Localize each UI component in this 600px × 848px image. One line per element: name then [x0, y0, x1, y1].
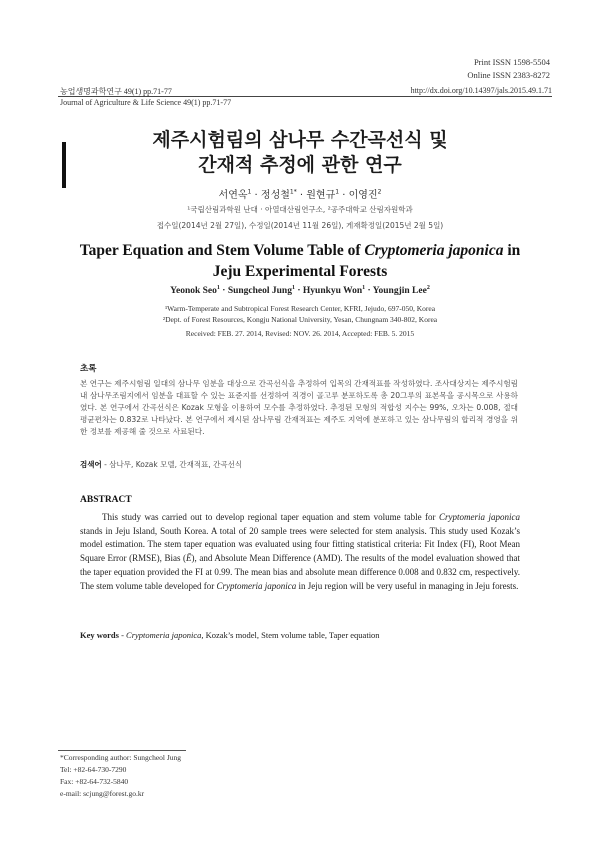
- author-name: 원현규: [306, 190, 336, 201]
- abstract-korean-text: 본 연구는 제주시험림 일대의 삼나무 임분을 대상으로 간곡선식을 추정하여 입목의 간재적표를 작성하였다. 조사대상지는 제주시험림 내 삼나무조림지에서 임분을 대표할 수 있는 표준지를 선정하여 직경이 골고루 분포하도록 총 20그루의 표본목을 공시목으로 사용하였다. 본 연구에서 간곡선식은 Kozak 모형을 이용하여 모수를 추정하였다. 추정된 모형의 적합성 지수는 99%, 오차는 0.008, 절대평균편차는 0.832로 나타났다. 본 연구에서 제시된 삼나무림 간재적표는 제주도 지역에 분포하고 있는 삼나무림의 합리적 경영을 위한 정보를 제공해 줄 것으로 사료된다.: [80, 379, 518, 436]
- footnote: [60, 752, 181, 800]
- abstract-english-heading: ABSTRACT: [80, 495, 132, 505]
- keywords-english-species: - Cryptomeria japonica,: [118, 630, 204, 640]
- footnote-corresponding: *Corresponding author: Sungcheol Jung: [60, 753, 182, 762]
- dates-korean: 접수일(2014년 2월 27일), 수정일(2014년 11월 26일), 게재확정일(2015년 2월 5일): [156, 221, 444, 230]
- author-separator: ·: [251, 190, 261, 201]
- abstract-korean-heading: 초록: [80, 364, 97, 374]
- author-sup: 2: [377, 188, 382, 196]
- affiliation-english: [0, 303, 600, 325]
- author-sup: 1: [335, 188, 340, 196]
- species-name: Cryptomeria japonica: [216, 580, 297, 591]
- title-english-part1: Taper Equation and Stem Volume Table of: [79, 242, 365, 259]
- author-sup: 1*: [289, 188, 297, 196]
- abstract-text-segment: ), and Absolute Mean Difference (AMD). The results of the model evaluation showed that the taper equation provided the FI at 0.99. The mean bias and absolute mean difference 0.008 and 0.832 cm, respectively. The stem volume table developed for: [80, 553, 520, 591]
- author-separator: ·: [296, 190, 307, 201]
- title-korean-line1: 제주시험림의 삼나무 수간곡선식 및: [152, 129, 448, 151]
- keywords-korean: [80, 459, 242, 470]
- abstract-text-segment: stands in Jeju Island, South Korea. A total of 20 sample trees were selected for stem analysis. This study used Kozak’s model estimation. The stem taper equation was evaluated using four fitting statistical criteria: Fit Index (FI), Root Mean Square Error (RMSE), Bias (: [80, 525, 520, 564]
- doi-link[interactable]: http://dx.doi.org/10.14397/jals.2015.49.1.71: [410, 86, 552, 95]
- footnote-rule: [58, 750, 186, 751]
- affiliation-english-1: ¹Warm-Temperate and Subtropical Forest Research Center, KFRI, Jejudo, 697-050, Korea: [164, 304, 436, 313]
- author-sup: 1: [362, 284, 366, 291]
- keywords-english-list: Kozak’s model, Stem volume table, Taper equation: [203, 630, 380, 640]
- affiliation-korean: ¹국립산림과학원 난대 · 아열대산림연구소, ²공주대학교 산림자원학과: [187, 205, 413, 214]
- footnote-email[interactable]: e-mail: scjung@forest.go.kr: [60, 789, 145, 798]
- title-english-part2: in: [503, 242, 521, 259]
- abstract-text-segment: This study was carried out to develop regional taper equation and stem volume table for: [102, 512, 440, 522]
- authors-korean: [0, 186, 600, 201]
- journal-citation-kr: 농업생명과학연구 49(1) pp.71-77: [60, 87, 172, 96]
- title-english: [0, 240, 600, 282]
- author-name: Hyunkyu Won: [302, 286, 363, 296]
- journal-citation-en: Journal of Agriculture & Life Science 49(1) pp.71-77: [60, 98, 232, 107]
- affiliation-english-2: ²Dept. of Forest Resources, Kongju National University, Yesan, Chungnam 340-802, Korea: [162, 315, 438, 324]
- title-english-line1: [0, 240, 600, 261]
- title-korean-line2: 간재적 추정에 관한 연구: [198, 154, 402, 176]
- abstract-text-segment: in Jeju region will be very useful in managing in Jeju forests.: [296, 580, 519, 591]
- abstract-english-text: [80, 511, 520, 593]
- abstract-english-paragraph: [80, 511, 520, 593]
- author-name: Sungcheol Jung: [227, 286, 292, 296]
- author-name: 정성철: [260, 190, 290, 201]
- keywords-english-label: Key words: [80, 630, 119, 640]
- keywords-english: [80, 630, 380, 640]
- bias-symbol: Ē: [186, 553, 192, 564]
- footnote-tel: Tel: +82-64-730-7290: [60, 765, 127, 774]
- title-korean: [0, 128, 600, 178]
- author-sup: 2: [426, 284, 430, 291]
- author-sup: 1: [247, 188, 252, 196]
- author-separator: ·: [365, 286, 373, 296]
- author-sup: 1: [216, 284, 220, 291]
- author-name: 이영진: [348, 190, 378, 201]
- authors-english: [0, 286, 600, 296]
- author-name: 서연옥: [218, 190, 248, 201]
- dates-english: Received: FEB. 27. 2014, Revised: NOV. 26. 2014, Accepted: FEB. 5. 2015: [185, 329, 415, 338]
- print-issn: Print ISSN 1598-5504: [473, 57, 550, 67]
- online-issn: Online ISSN 2383-8272: [467, 70, 550, 80]
- footnote-fax: Fax: +82-64-732-5840: [60, 777, 129, 786]
- author-name: Youngjin Lee: [372, 286, 427, 296]
- species-name: Cryptomeria japonica: [439, 512, 520, 522]
- author-name: Yeonok Seo: [170, 286, 217, 296]
- keywords-korean-label: 검색어: [80, 460, 102, 469]
- keywords-korean-list: - 삼나무, Kozak 모델, 간재적표, 간곡선식: [101, 460, 243, 469]
- author-sup: 1: [291, 284, 295, 291]
- header-rule: [58, 96, 552, 97]
- author-separator: ·: [219, 286, 228, 296]
- title-english-line2: Jeju Experimental Forests: [212, 263, 388, 280]
- title-english-species: Cryptomeria japonica: [364, 242, 504, 259]
- author-separator: ·: [339, 190, 349, 201]
- author-separator: ·: [294, 286, 303, 296]
